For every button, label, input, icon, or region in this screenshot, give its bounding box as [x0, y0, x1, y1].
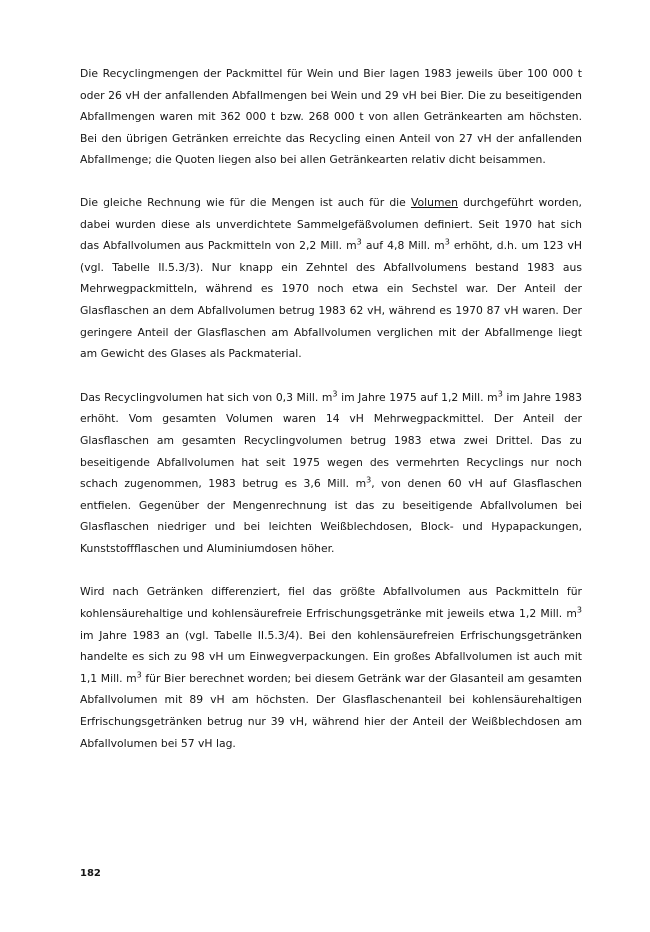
superscript-exponent: 3 [497, 389, 503, 399]
superscript-exponent: 3 [444, 237, 450, 247]
text-run: im Jahre 1983 erhöht. Vom gesamten Volumen waren 14 vH Mehrwegpackmittel. Der Anteil der Glasflaschen am gesamten Recyclingvolumen betrug 1983 etwa zwei Drittel. Das zu beseitigende Abfallvolumen hat seit 1975 wegen des vermehrten Recyclings nur noch schach zugenommen, 1983 betrug es 3,6 Mill. m [80, 390, 582, 491]
text-run: Die Recyclingmengen der Packmittel für Wein und Bier lagen 1983 jeweils über 100 000 t oder 26 vH der anfallenden Abfallmengen bei Wein und 29 vH bei Bier. Die zu beseitigenden Abfallmengen waren mit 362 000 t bzw. 268 000 t von allen Getränkearten am höchsten. Bei den übrigen Getränken erreichte das Recycling einen Anteil von 27 vH der anfallenden Abfallmenge; die Quoten liegen also bei allen Getränkearten relativ dicht beisammen. [80, 67, 582, 167]
superscript-exponent: 3 [366, 475, 372, 485]
paragraph-volumen [80, 192, 582, 365]
superscript-exponent: 3 [332, 389, 338, 399]
superscript-exponent: 3 [576, 605, 582, 615]
paragraph-getraenke [80, 581, 582, 754]
text-run: auf 4,8 Mill. m [361, 239, 445, 253]
underlined-term: Volumen [410, 195, 458, 209]
text-run: Wird nach Getränken differenziert, fiel das größte Abfallvolumen aus Packmitteln für kohlensäurehaltige und kohlensäurefreie Erfrischungsgetränke mit jeweils etwa 1,2 Mill. m [80, 585, 582, 621]
text-run: erhöht, d.h. um 123 vH (vgl. Tabelle II.5.3/3). Nur knapp ein Zehntel des Abfallvolumens bestand 1983 aus Mehrwegpackmitteln, während es 1970 noch etwa ein Sechstel war. Der Anteil der Glasflaschen an dem Abfallvolumen betrug 1983 62 vH, während es 1970 87 vH waren. Der geringere Anteil der Glasflaschen am Abfallvolumen verglichen mit der Abfallmenge liegt am Gewicht des Glases als Packmaterial. [80, 239, 582, 361]
text-run: im Jahre 1983 an (vgl. Tabelle II.5.3/4). Bei den kohlensäurefreien Erfrischungsgetränken handelte es sich zu 98 vH um Einwegverpackungen. Ein großes Abfallvolumen ist auch mit 1,1 Mill. m [80, 628, 582, 685]
text-run: für Bier berechnet worden; bei diesem Getränk war der Glasanteil am gesamten Abfallvolumen mit 89 vH am höchsten. Der Glasflaschenanteil bei kohlensäurehaltigen Erfrischungsgetränken betrug nur 39 vH, während hier der Anteil der Weißblechdosen am Abfallvolumen bei 57 vH lag. [80, 671, 582, 750]
superscript-exponent: 3 [356, 237, 362, 247]
text-run: im Jahre 1975 auf 1,2 Mill. m [337, 390, 498, 404]
text-run: durchgeführt worden, dabei wurden diese als unverdichtete Sammelgefäßvolumen definiert. Seit 1970 hat sich das Abfallvolumen aus Packmitteln von 2,2 Mill. m [80, 195, 582, 253]
paragraph-recycling-mengen [80, 63, 582, 171]
text-run: Die gleiche Rechnung wie für die Mengen ist auch für die [80, 195, 411, 209]
text-run: Das Recyclingvolumen hat sich von 0,3 Mill. m [80, 390, 333, 404]
paragraph-recyclingvolumen [80, 387, 582, 560]
page-number: 182 [80, 868, 101, 879]
page-body [80, 63, 582, 754]
text-run: , von denen 60 vH auf Glasflaschen entfielen. Gegenüber der Mengenrechnung ist das zu beseitigende Abfallvolumen bei Glasflaschen niedriger und bei leichten Weißblechdosen, Block- und Hypapackungen, Kunststoffflaschen und Aluminiumdosen höher. [80, 477, 582, 555]
superscript-exponent: 3 [136, 670, 142, 680]
